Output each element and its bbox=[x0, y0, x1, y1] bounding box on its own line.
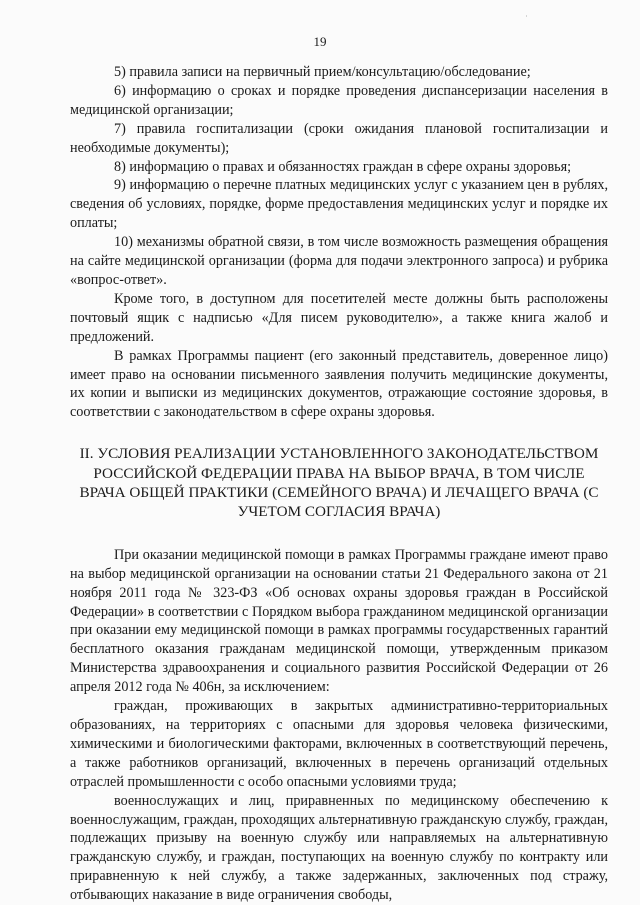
paragraph-patient-rights: В рамках Программы пациент (его законный представитель, доверенное лицо) имеет право на основании письменного заявления получить медицинские документы, их копии и выписки из медицинских документов, отражающие состояние здоровья, в соответствии с законодательством в сфере охраны здоровья. bbox=[70, 347, 608, 421]
paragraph-mailbox: Кроме того, в доступном для посетителей месте должны быть расположены почтовый ящик с надписью «Для писем руководителю», а также книга жалоб и предложений. bbox=[70, 290, 608, 345]
scan-speck: ˙ bbox=[525, 14, 528, 24]
section-heading: II. УСЛОВИЯ РЕАЛИЗАЦИИ УСТАНОВЛЕННОГО ЗАКОНОДАТЕЛЬСТВОМ РОССИЙСКОЙ ФЕДЕРАЦИИ ПРАВА НА ВЫБОР ВРАЧА, В ТОМ ЧИСЛЕ ВРАЧА ОБЩЕЙ ПРАКТИКИ (СЕМЕЙНОГО ВРАЧА) И ЛЕЧАЩЕГО ВРАЧА (С УЧЕТОМ СОГЛАСИЯ ВРАЧА) bbox=[79, 445, 599, 521]
list-item-5: 5) правила записи на первичный прием/консультацию/обследование; bbox=[114, 64, 531, 80]
list-item-6: 6) информацию о сроках и порядке проведения диспансеризации населения в медицинской организации; bbox=[70, 82, 608, 118]
list-item-7: 7) правила госпитализации (сроки ожидания плановой госпитализации и необходимые документы); bbox=[70, 120, 608, 156]
list-item-10: 10) механизмы обратной связи, в том числе возможность размещения обращения на сайте медицинской организации (форма для подачи электронного запроса) и рубрика «вопрос-ответ». bbox=[70, 234, 608, 288]
paragraph-choice-of-organization: При оказании медицинской помощи в рамках Программы граждане имеют право на выбор медицинской организации на основании статьи 21 Федерального закона от 21 ноября 2011 года № 323-ФЗ «Об основах охраны здоровья граждан в Российской Федерации» в соответствии с Порядком выбора гражданином медицинской организации при оказании ему медицинской помощи в рамках программы государственных гарантий бесплатного оказания гражданам медицинской помощи, утвержденным приказом Министерства здравоохранения и социального развития Российской Федерации от 26 апреля 2012 года № 406н, за исключением: bbox=[70, 546, 608, 696]
page-number: 19 bbox=[313, 34, 327, 49]
paragraph-exception-military: военнослужащих и лиц, приравненных по медицинскому обеспечению к военнослужащим, граждан, проходящих альтернативную гражданскую службу, граждан, подлежащих призыву на военную службу или направляемых на альтернативную гражданскую службу, и граждан, поступающих на военную службу по контракту или приравненную к ней службу, а также задержанных, заключенных под стражу, отбывающих наказание в виде ограничения свободы, bbox=[70, 792, 608, 904]
list-item-9: 9) информацию о перечне платных медицинских услуг с указанием цен в рублях, сведения об условиях, порядке, форме предоставления медицинских услуг и порядке их оплаты; bbox=[70, 177, 608, 232]
list-item-8: 8) информацию о правах и обязанностях граждан в сфере охраны здоровья; bbox=[114, 158, 572, 175]
page-content bbox=[70, 63, 608, 905]
paragraph-exception-closed-territories: граждан, проживающих в закрытых административно-территориальных образованиях, на территориях с опасными для здоровья человека физическими, химическими и биологическими факторами, включенных в соответствующий перечень, а также работников организаций, включенных в перечень организаций отдельных отраслей промышленности с особо опасными условиями труда; bbox=[70, 698, 608, 790]
